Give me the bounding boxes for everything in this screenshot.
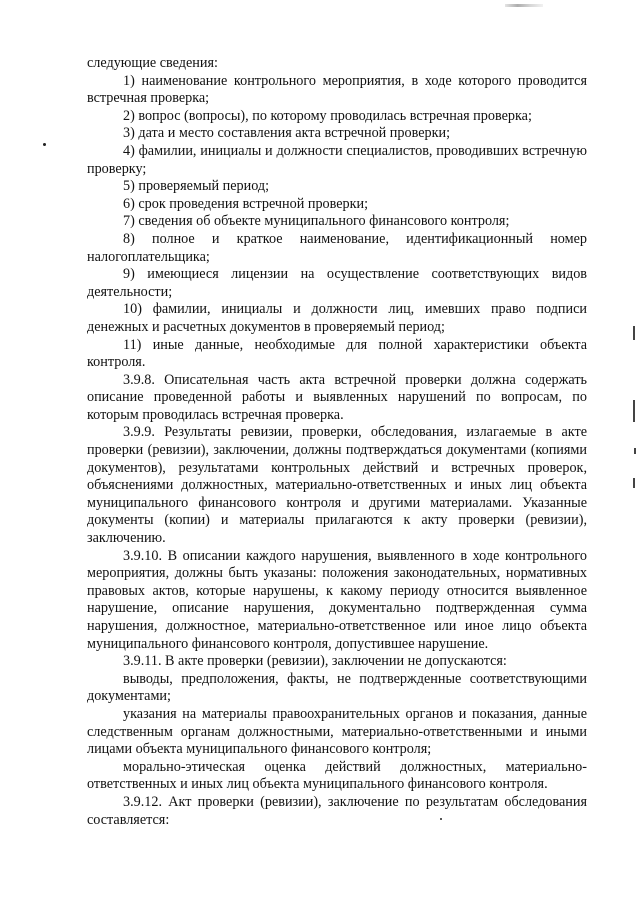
list-item-1: 1) наименование контрольного мероприятия, в ходе которого проводится встречная проверка;: [87, 72, 587, 107]
list-item-10: 10) фамилии, инициалы и должности лиц, имевших право подписи денежных и расчетных документов в проверяемый период;: [87, 301, 587, 335]
scan-edge-mark: [634, 448, 636, 454]
list-item-6: 6) срок проведения встречной проверки;: [123, 195, 369, 212]
list-item-4: 4) фамилии, инициалы и должности специалистов, проводивших встречную проверку;: [87, 142, 587, 177]
paragraph-3-9-12: 3.9.12. Акт проверки (ревизии), заключение по результатам обследования составляется:: [87, 793, 587, 828]
exclusion-item-2: указания на материалы правоохранительных органов и показания, данные следственным органам должностными, материально-ответственными и иными лицами объекта муниципального финансового контроля;: [87, 705, 587, 758]
scan-edge-mark: [633, 400, 635, 422]
list-item-7: 7) сведения об объекте муниципального финансового контроля;: [123, 213, 510, 230]
scan-edge-mark: [633, 478, 635, 488]
list-item-11: 11) иные данные, необходимые для полной характеристики объекта контроля.: [87, 336, 587, 371]
paragraph-3-9-10: 3.9.10. В описании каждого нарушения, выявленного в ходе контрольного мероприятия, должны быть указаны: положения законодательных, нормативных правовых актов, которые нарушены, к какому периоду относится выявленное нарушение, описание нарушения, документально подтвержденная сумма нарушения, должностное, материально-ответственное или иное лицо объекта муниципального финансового контроля, допустившее нарушение.: [87, 547, 587, 652]
list-item-9: 9) имеющиеся лицензии на осуществление соответствующих видов деятельности;: [87, 266, 587, 300]
paragraph-3-9-9: 3.9.9. Результаты ревизии, проверки, обследования, излагаемые в акте проверки (ревизии), заключении, должны подтверждаться документами (копиями документов), результатами контрольных действий и встречных проверок, объяснениями должностных, материально-ответственных и иных лиц объекта муниципального финансового контроля и другими материалами. Указанные документы (копии) и материалы прилагаются к акту проверки (ревизии), заключению.: [87, 424, 587, 547]
scan-dot: [43, 143, 46, 146]
list-item-5: 5) проверяемый период;: [123, 178, 270, 195]
intro-line: следующие сведения:: [87, 55, 218, 71]
scan-smudge: [505, 4, 543, 7]
list-item-8: 8) полное и краткое наименование, идентификационный номер налогоплательщика;: [87, 230, 587, 265]
list-item-2: 2) вопрос (вопросы), по которому проводилась встречная проверка;: [123, 107, 532, 124]
scan-edge-mark: [633, 326, 635, 340]
list-item-3: 3) дата и место составления акта встречной проверки;: [123, 125, 451, 142]
paragraph-3-9-8: 3.9.8. Описательная часть акта встречной проверки должна содержать описание проведенной работы и выявленных нарушений по вопросам, по которым проводилась встречная проверка.: [87, 371, 587, 423]
exclusion-item-1: выводы, предположения, факты, не подтвержденные соответствующими документами;: [87, 670, 587, 705]
paragraph-3-9-11: 3.9.11. В акте проверки (ревизии), заключении не допускаются:: [123, 653, 507, 670]
exclusion-item-3: морально-этическая оценка действий должностных, материально-ответственных и иных лиц объекта муниципального финансового контроля.: [87, 758, 587, 793]
document-body: [87, 55, 587, 829]
